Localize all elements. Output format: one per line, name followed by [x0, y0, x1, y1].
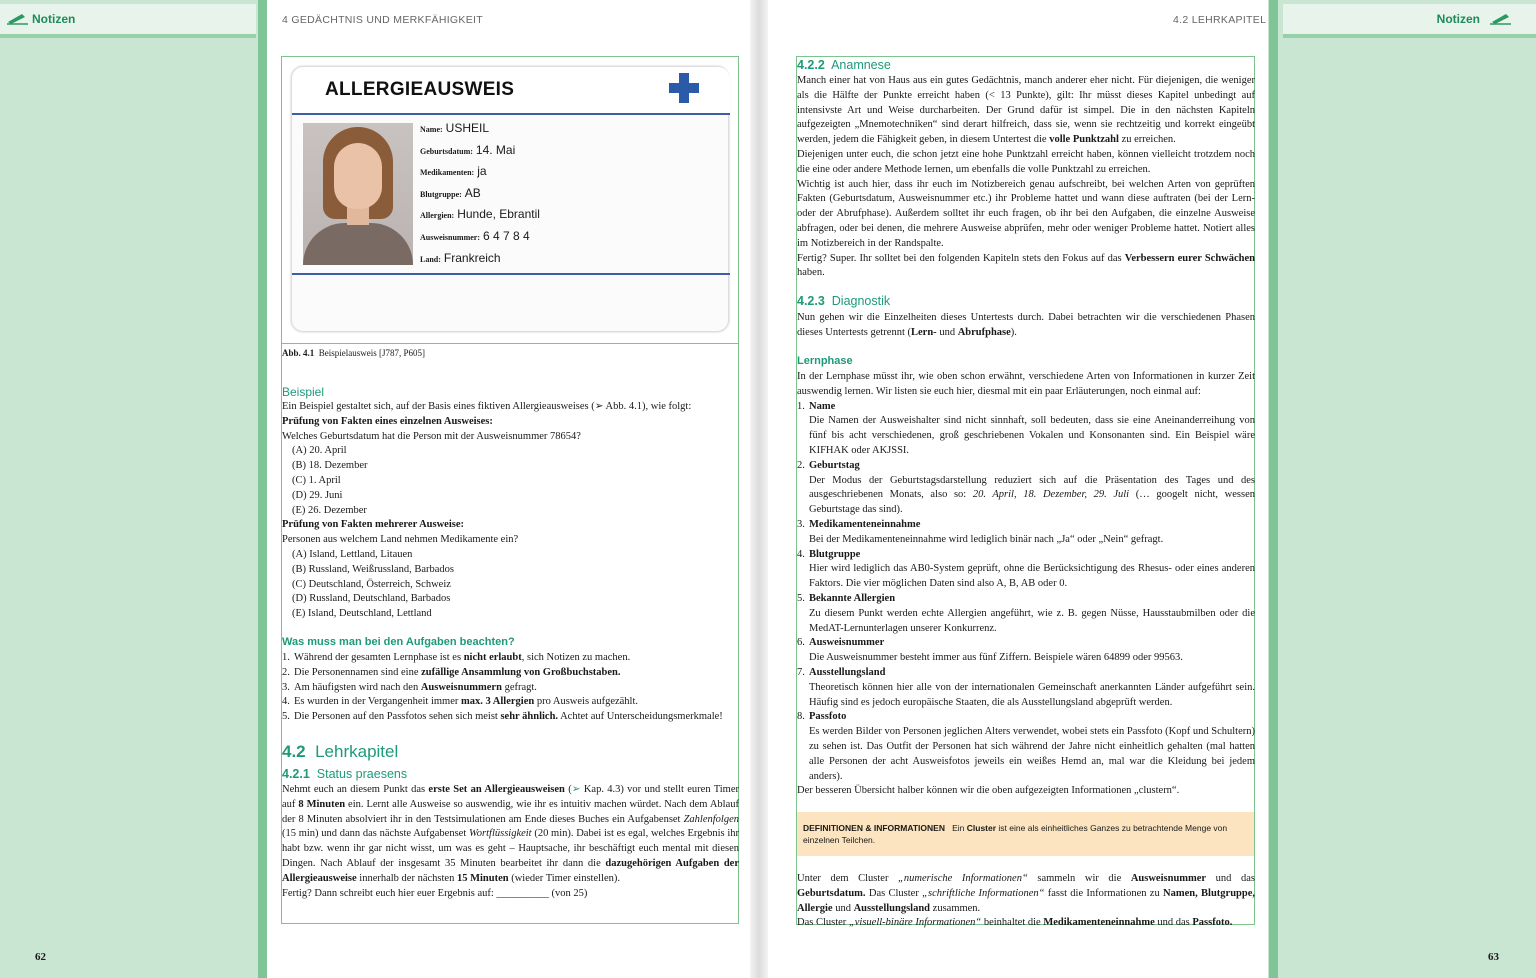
section-4-2-1-heading: 4.2.1 Status praesens — [282, 767, 408, 781]
option-c: (C) Deutschland, Österreich, Schweiz — [292, 578, 451, 590]
definition-label: DEFINITIONEN & INFORMATIONEN — [803, 823, 945, 833]
question-1-options — [282, 444, 738, 518]
option-b: (B) Russland, Weißrussland, Barbados — [292, 563, 454, 575]
card-rule-top — [292, 113, 730, 115]
beispiel-heading: Beispiel — [282, 385, 325, 399]
section-4-2-3-heading: 4.2.3 Diagnostik — [797, 294, 891, 308]
list-item: 4. Blutgruppe — [797, 548, 861, 560]
notes-label-right: Notizen — [1436, 12, 1480, 26]
definition-term: Cluster — [966, 823, 997, 833]
option-e: (E) Island, Deutschland, Lettland — [292, 608, 432, 620]
notes-sidebar-left — [0, 0, 258, 978]
option-a: (A) Island, Lettland, Litauen — [292, 548, 413, 560]
list-item: 5. Bekannte Allergien — [797, 592, 896, 604]
card-field-name: Name: USHEIL — [420, 121, 490, 135]
question-1-text: Welches Geburtsdatum hat die Person mit der Ausweisnummer 78654? — [282, 430, 581, 442]
list-item: 7. Ausstellungsland — [797, 666, 886, 678]
passport-photo — [303, 123, 413, 265]
beispiel-block — [282, 400, 738, 622]
anamnese-text: Manch einer hat von Haus aus ein gutes Gedächtnis, manch anderer eher nicht. Für diejenigen, die weniger als die Hälfte der Punkte erreicht haben (< 13 Punkte), gilt: Ihr müsst dieses Kapitel unbedingt auf intensivste Art und Weise durcharbeiten. Der Grund dafür ist simpel. Die in den nächsten Kapiteln aufgezeigten „Mnemotechniken“ sind derart hilfreich, dass sie, wenn sie rechtzeitig und korrekt eingeübt werden, jedem die Fähigkeit geben, in diesem Untertest die volle Punktzahl zu erreichen. Diejenigen unter euch, die schon jetzt eine hohe Punktzahl erreicht haben, können vielleicht trotzdem noch die eine oder andere Methode lernen, um ebenfalls die volle Punktzahl zu erreichen. Wichtig ist auch hier, dass ihr euch im Notizbereich genau aufschreibt, bei welchen Arten von geprüften Fakten (Geburtsdatum, Ausweisnummer etc.) ihr Probleme hattet und wann diese auftraten (bei der Lern- oder der Abrufphase). Außerdem solltet ihr euch fragen, ob ihr bei den Aufgaben, die einzelne Ausweise abfragen, oder bei denen, die mehrere Ausweise abprüfen, mehr oder weniger Probleme hattet. Notiert alles im Notizbereich in der Randspalte. Fertig? Super. Ihr solltet bei den folgenden Kapiteln stets den Fokus auf das Verbessern eurer Schwächen haben. — [797, 75, 1255, 279]
running-head-right: 4.2 LEHRKAPITEL — [1173, 14, 1267, 26]
running-head-left: 4 GEDÄCHTNIS UND MERKFÄHIGKEIT — [282, 14, 483, 26]
notes-header-right — [1283, 4, 1536, 38]
card-field-bloodgroup: Blutgruppe: AB — [420, 185, 481, 200]
card-rule-bottom — [292, 273, 730, 275]
notes-label-left: Notizen — [32, 12, 76, 26]
definition-box — [797, 812, 1254, 856]
option-e: (E) 26. Dezember — [292, 504, 367, 516]
page-number-right: 63 — [1488, 951, 1499, 963]
definition-text-post: ist eine als einheitliches Ganzes zu betrachtende Menge von einzelnen Teilchen. — [803, 823, 1228, 845]
list-item: 6. Ausweisnummer — [797, 637, 885, 649]
list-item: 5. Die Personen auf den Passfotos sehen sich meist sehr ähnlich. Achtet auf Unterscheidungsmerkmale! — [282, 711, 723, 723]
option-d: (D) Russland, Deutschland, Barbados — [292, 593, 451, 605]
status-praesens-text: Nehmt euch an diesem Punkt das erste Set an Allergieausweisen (➢ Kap. 4.3) vor und stellt euren Timer auf 8 Minuten ein. Lernt alle Ausweise so auswendig, wie ihr es intuitiv machen würdet. Nach dem Ablauf der 8 Minuten absolviert ihr in den Testsimulationen am Ende dieses Buches ein Aufgabenset Zahlenfolgen (15 min) und dann das nächste Aufgabenset Wortflüssigkeit (20 min). Dabei ist es egal, welches Ergebnis ihr habt bzw. wenn ihr gar nicht wisst, um was es geht – Hauptsache, ihr beschäftigt euch mental mit diesen Dingen. Nach Ablauf der insgesamt 35 Minuten bearbeitet ihr dann die dazugehörigen Aufgaben der Allergieausweise innerhalb der nächsten 15 Minuten (wieder Timer einstellen). Fertig? Dann schreibt euch hier euer Ergebnis auf: __________ (von 25) — [282, 784, 739, 899]
medical-cross-icon — [669, 73, 699, 103]
card-field-medication: Medikamenten: ja — [420, 164, 487, 179]
list-item: 4. Es wurden in der Vergangenheit immer max. 3 Allergien pro Ausweis aufgezählt. — [282, 696, 639, 708]
section-4-2-heading: 4.2 Lehrkapitel — [282, 742, 399, 761]
question-2-heading: Prüfung von Fakten mehrerer Ausweise: — [282, 519, 464, 531]
card-title: ALLERGIEAUSWEIS — [325, 79, 515, 100]
notes-sidebar-right — [1278, 0, 1536, 978]
list-item: 3. Medikamenteneinnahme — [797, 518, 921, 530]
book-gutter — [750, 0, 768, 978]
beachten-list — [282, 651, 740, 725]
list-item: 1. Name — [797, 400, 836, 412]
beispiel-intro: Ein Beispiel gestaltet sich, auf der Basis eines fiktiven Allergieausweises (➢ Abb. 4.1), wie folgt: — [282, 401, 692, 412]
question-1-heading: Prüfung von Fakten eines einzelnen Ausweises: — [282, 415, 493, 427]
card-field-country: Land: Frankreich — [420, 250, 501, 265]
summary-text: Der besseren Übersicht halber können wir die oben aufgezeigten Informationen „clustern“. — [797, 785, 1180, 797]
lernphase-heading: Lernphase — [797, 355, 853, 367]
list-item: 2. Geburtstag — [797, 459, 860, 471]
notes-header-left — [0, 4, 256, 38]
card-fields — [420, 121, 540, 272]
cluster-text: Unter dem Cluster „numerische Informationen“ sammeln wir die Ausweisnummer und das Geburtsdatum. Das Cluster „schriftliche Informationen“ fasst die Informationen zu Namen, Blutgruppe, Allergie und Ausstellungsland zusammen. Das Cluster „visuell-binäre Informationen“ beinhaltet die Medikamenteneinnahme und das Passfoto. — [797, 873, 1255, 929]
option-b: (B) 18. Dezember — [292, 460, 368, 472]
allergy-card — [291, 66, 729, 332]
list-item: 1. Während der gesamten Lernphase ist es nicht erlaubt, sich Notizen zu machen. — [282, 652, 631, 663]
page-number-left: 62 — [35, 951, 46, 963]
option-d: (D) 29. Juni — [292, 489, 343, 501]
diagnostik-text: Nun gehen wir die Einzelheiten dieses Untertests durch. Dabei betrachten wir die verschiedenen Phasen dieses Untertests getrennt (Lern- und Abrufphase). — [797, 312, 1255, 338]
section-4-2-2-heading: 4.2.2 Anamnese — [797, 58, 891, 72]
definition-text-pre: Ein — [952, 823, 965, 833]
list-item: 8. Passfoto — [797, 711, 847, 723]
sidebar-stripe-left — [258, 0, 267, 978]
option-a: (A) 20. April — [292, 445, 347, 457]
list-item: 3. Am häufigsten wird nach den Ausweisnummern gefragt. — [282, 681, 537, 693]
lernphase-text: In der Lernphase müsst ihr, wie oben schon erwähnt, verschiedene Arten von Informationen in kurzer Zeit auswendig lernen. Wir listen sie euch hier, diesmal mit ein paar Erläuterungen, noch einmal auf: 1. Name Die Namen der Ausweishalter sind nicht sinnhaft, soll bedeuten, dass sie eine Aneinanderreihung von fünf bis acht verschiedenen, groß geschriebenen Vokalen und Konsonanten sind. Ein Beispiel wäre KIFHAK oder AKJSSI. 2. Geburtstag Der Modus der Geburtstagsdarstellung reduziert sich auf die Präsentation des Tages und des ausgeschriebenen Monats, also so: 20. April, 18. Dezember, 29. Juli (… googelt nicht, wessen Geburtstage das sind). 3. Medikamenteneinnahme Bei der Medikamenteneinnahme wird lediglich binär nach „Ja“ oder „Nein“ gefragt. 4. Blutgruppe Hier wird lediglich das AB0-System geprüft, ohne die Berücksichtigung des Rhesus- oder eines anderen Faktors. Die vier möglichen Daten sind also A, B, AB oder 0. 5. Bekannte Allergien Zu diesem Punkt werden echte Allergien angeführt, wie z. B. gegen Nüsse, Hausstaubmilben oder die MedAT-Lernunterlagen unserer Konkurrenz. 6. Ausweisnummer Die Ausweisnummer besteht immer aus fünf Ziffern. Beispiele wären 64899 oder 99563. 7. Ausstellungsland Theoretisch können hier alle von der internationalen Gemeinschaft anerkannten Länder aufgeführt sein. Häufig sind es jedoch europäische Staaten, die als Ausstellungsland abgeprüft werden. 8. Passfoto Es werden Bilder von Personen jeglichen Alters verwendet, wobei stets ein Passfoto (Kopf und Schultern) zu sehen ist. Das Outfit der Personen hat sich während der Jahre nicht einheitlich gehalten (mal hatten alle Personen der acht Ausweisfotos jeweils ein weißes Hemd an, mal war die Kleidung bei jedem anders). Der besseren Übersicht halber können wir die oben aufgezeigten Informationen „clustern“. — [797, 370, 1255, 799]
card-field-allergies: Allergien: Hunde, Ebrantil — [420, 207, 540, 222]
pencil-icon — [1488, 11, 1512, 25]
question-2-options — [282, 548, 738, 622]
question-2-text: Personen aus welchem Land nehmen Medikamente ein? — [282, 534, 519, 546]
card-field-id-number: Ausweisnummer: 6 4 7 8 4 — [420, 228, 530, 243]
list-item: 2. Die Personennamen sind eine zufällige Ansammlung von Großbuchstaben. — [282, 666, 621, 678]
figure-caption: Abb. 4.1 Beispielausweis [J787, P605] — [282, 348, 426, 358]
sidebar-stripe-right — [1269, 0, 1278, 978]
card-field-birthdate: Geburtsdatum: 14. Mai — [420, 142, 516, 157]
option-c: (C) 1. April — [292, 474, 341, 486]
pencil-icon — [6, 11, 30, 25]
beachten-heading: Was muss man bei den Aufgaben beachten? — [282, 636, 515, 648]
